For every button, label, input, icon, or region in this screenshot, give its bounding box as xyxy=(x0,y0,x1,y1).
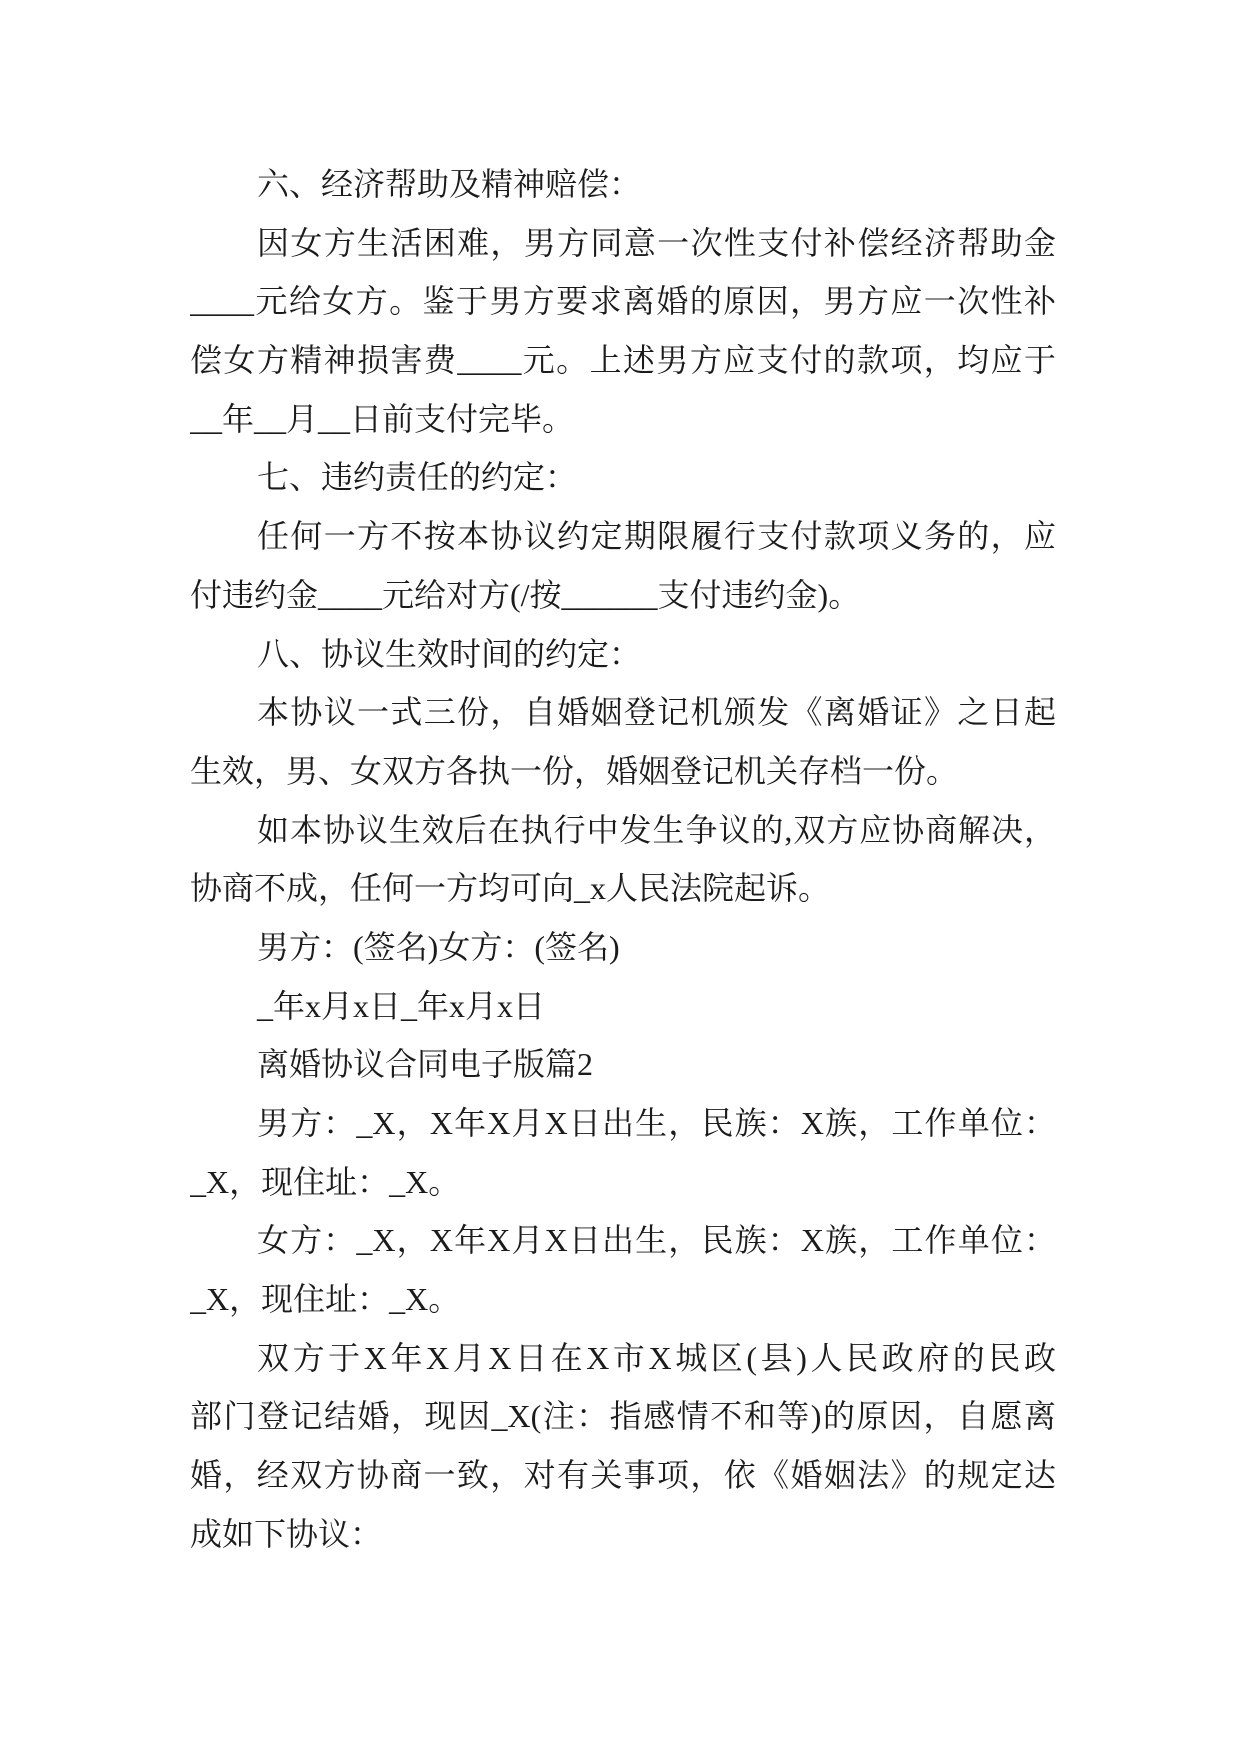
doc-line: 本协议一式三份，自婚姻登记机颁发《离婚证》之日起 xyxy=(257,694,1056,731)
doc-line: 因女方生活困难，男方同意一次性支付补偿经济帮助金 xyxy=(257,224,1056,261)
doc-line: 离婚协议合同电子版篇2 xyxy=(257,1046,594,1083)
paragraph-female-party xyxy=(190,1211,1056,1328)
document-body xyxy=(190,155,1056,1564)
paragraph-breach xyxy=(190,507,1056,624)
doc-line: 生效，男、女双方各执一份，婚姻登记机关存档一份。 xyxy=(190,752,959,789)
paragraph-compensation xyxy=(190,214,1056,449)
doc-line: 任何一方不按本协议约定期限履行支付款项义务的，应 xyxy=(257,518,1056,555)
doc-line: _X，现住址：_X。 xyxy=(190,1163,461,1200)
doc-line: 如本协议生效后在执行中发生争议的,双方应协商解决， xyxy=(257,811,1056,848)
section-heading-8 xyxy=(190,625,1056,684)
doc-line: 部门登记结婚，现因_X(注：指感情不和等)的原因，自愿离 xyxy=(190,1398,1056,1435)
doc-line: 八、协议生效时间的约定： xyxy=(257,635,642,672)
doc-line: __年__月__日前支付完毕。 xyxy=(190,400,575,437)
doc-line: 协商不成，任何一方均可向_x人民法院起诉。 xyxy=(190,870,831,907)
doc-line: 六、经济帮助及精神赔偿： xyxy=(257,166,642,202)
doc-line: _年x月x日_年x月x日 xyxy=(257,987,546,1024)
doc-line: 七、违约责任的约定： xyxy=(257,459,578,496)
doc-line: 付违约金____元给对方(/按______支付违约金)。 xyxy=(190,576,861,613)
section-heading-7 xyxy=(190,448,1056,507)
section-heading-6 xyxy=(190,155,1056,214)
date-line xyxy=(190,977,1056,1036)
doc-line: 偿女方精神损害费____元。上述男方应支付的款项，均应于 xyxy=(190,342,1056,379)
paragraph-dispute xyxy=(190,801,1056,918)
signature-line xyxy=(190,918,1056,977)
doc-line: ____元给女方。鉴于男方要求离婚的原因，男方应一次性补 xyxy=(190,283,1056,320)
doc-line: _X，现住址：_X。 xyxy=(190,1281,461,1318)
paragraph-marriage-registration xyxy=(190,1329,1056,1564)
doc-line: 婚，经双方协商一致，对有关事项，依《婚姻法》的规定达 xyxy=(190,1457,1056,1494)
doc-line: 男方：_X，X年X月X日出生，民族：X族，工作单位： xyxy=(257,1105,1056,1141)
doc-line: 成如下协议： xyxy=(190,1515,383,1552)
doc-line: 双方于X年X月X日在X市X城区(县)人民政府的民政 xyxy=(257,1339,1056,1376)
document-subtitle xyxy=(190,1035,1056,1094)
doc-line: 男方：(签名)女方：(签名) xyxy=(257,928,620,965)
doc-line: 女方：_X，X年X月X日出生，民族：X族，工作单位： xyxy=(257,1222,1056,1259)
paragraph-effective xyxy=(190,683,1056,800)
paragraph-male-party xyxy=(190,1094,1056,1211)
